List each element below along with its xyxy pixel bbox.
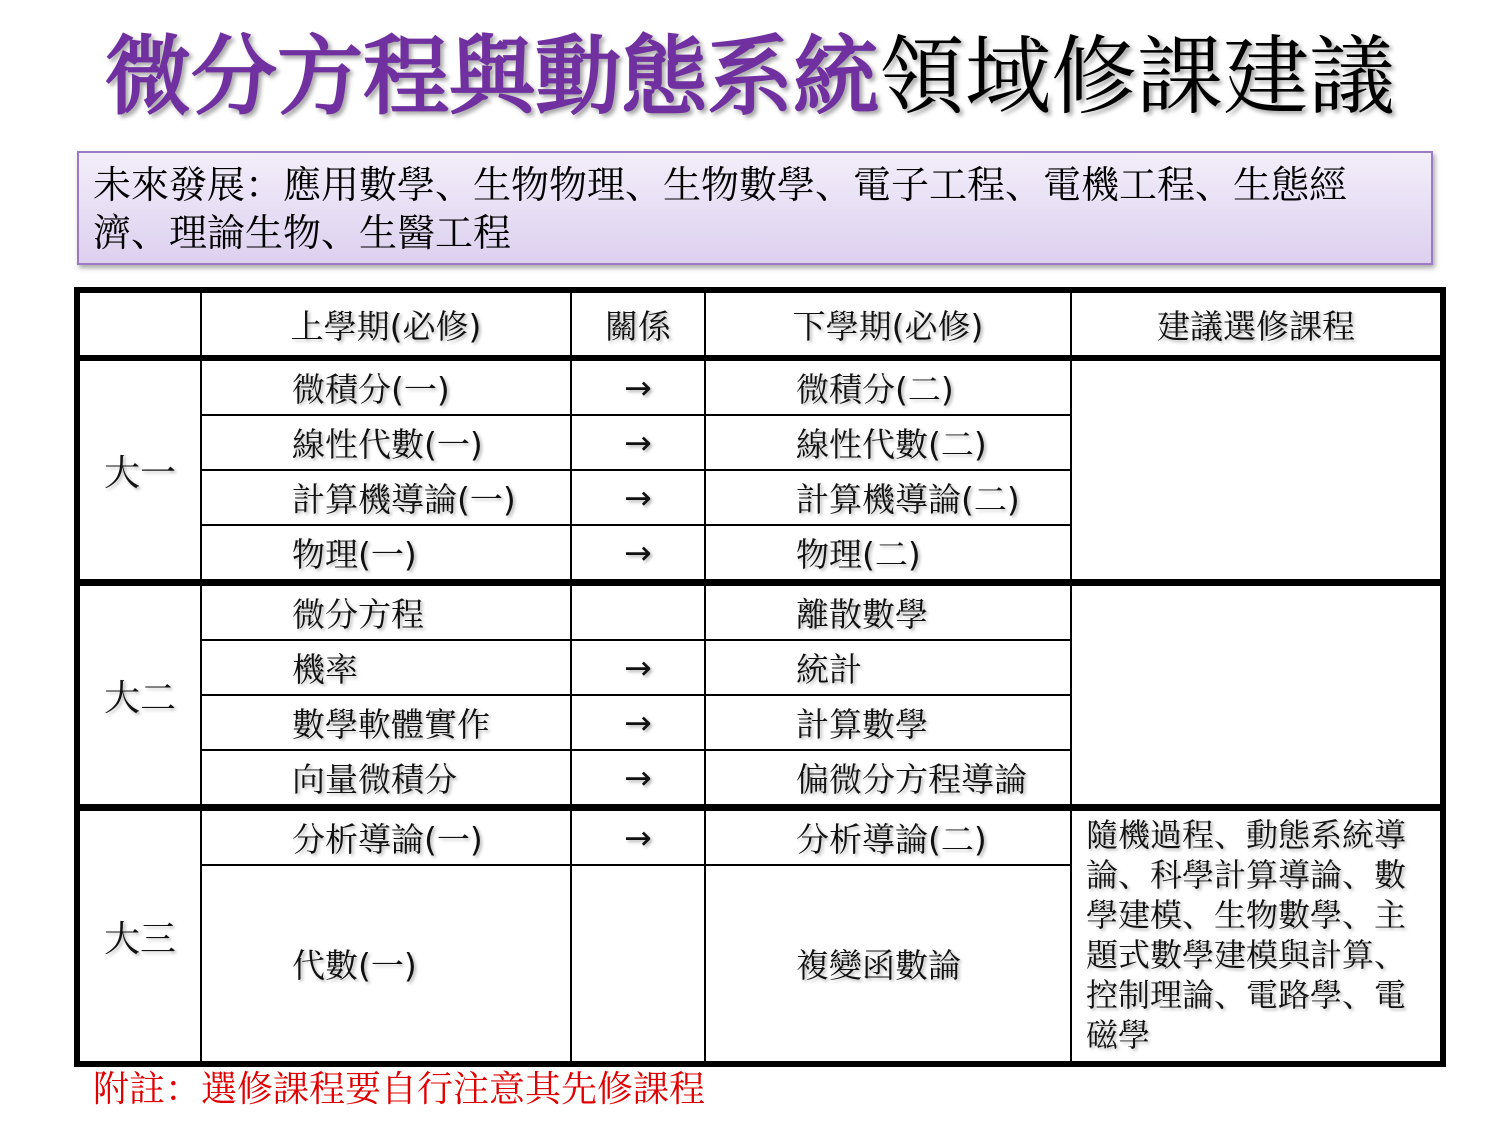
first-semester-course: 向量微積分	[201, 750, 571, 808]
second-semester-course: 離散數學	[705, 583, 1071, 641]
second-semester-course: 微積分(二)	[705, 358, 1071, 415]
relation-arrow: →	[571, 695, 705, 750]
relation-arrow: →	[571, 525, 705, 583]
relation-arrow	[571, 583, 705, 641]
table-row	[77, 583, 1443, 641]
relation-arrow: →	[571, 640, 705, 695]
year-label-1: 大一	[77, 358, 201, 583]
future-development-text: 未來發展：應用數學、生物物理、生物數學、電子工程、電機工程、生態經濟、理論生物、生醫工程	[93, 163, 1348, 255]
second-semester-course: 物理(二)	[705, 525, 1071, 583]
first-semester-course: 分析導論(一)	[201, 808, 571, 866]
header-relation: 關係	[571, 290, 705, 358]
year-label-3: 大三	[77, 808, 201, 1065]
first-semester-course: 微積分(一)	[201, 358, 571, 415]
elective-cell-3: 隨機過程、動態系統導論、科學計算導論、數學建模、生物數學、主題式數學建模與計算、控制理論、電路學、電磁學	[1071, 808, 1443, 1065]
first-semester-course: 計算機導論(一)	[201, 470, 571, 525]
course-table	[74, 287, 1446, 1067]
header-first-semester: 上學期(必修)	[201, 290, 571, 358]
year-label-2: 大二	[77, 583, 201, 808]
table-row	[77, 808, 1443, 866]
relation-arrow: →	[571, 750, 705, 808]
first-semester-course: 數學軟體實作	[201, 695, 571, 750]
elective-cell-1	[1071, 358, 1443, 583]
table-row	[77, 358, 1443, 415]
first-semester-course: 物理(一)	[201, 525, 571, 583]
relation-arrow: →	[571, 358, 705, 415]
second-semester-course: 計算數學	[705, 695, 1071, 750]
title-rest: 領域修課建議	[879, 27, 1395, 127]
page-title	[0, 22, 1500, 132]
second-semester-course: 偏微分方程導論	[705, 750, 1071, 808]
first-semester-course: 機率	[201, 640, 571, 695]
header-year	[77, 290, 201, 358]
second-semester-course: 統計	[705, 640, 1071, 695]
second-semester-course: 計算機導論(二)	[705, 470, 1071, 525]
relation-arrow: →	[571, 808, 705, 866]
first-semester-course: 微分方程	[201, 583, 571, 641]
relation-arrow: →	[571, 415, 705, 470]
future-development-box	[77, 151, 1433, 265]
second-semester-course: 線性代數(二)	[705, 415, 1071, 470]
first-semester-course: 線性代數(一)	[201, 415, 571, 470]
header-elective: 建議選修課程	[1071, 290, 1443, 358]
title-highlight: 微分方程與動態系統	[105, 27, 879, 127]
footnote: 附註：選修課程要自行注意其先修課程	[93, 1069, 706, 1110]
relation-arrow: →	[571, 470, 705, 525]
first-semester-course: 代數(一)	[201, 865, 571, 1064]
elective-cell-2	[1071, 583, 1443, 808]
second-semester-course: 複變函數論	[705, 865, 1071, 1064]
second-semester-course: 分析導論(二)	[705, 808, 1071, 866]
header-second-semester: 下學期(必修)	[705, 290, 1071, 358]
header-row	[77, 290, 1443, 358]
relation-arrow	[571, 865, 705, 1064]
